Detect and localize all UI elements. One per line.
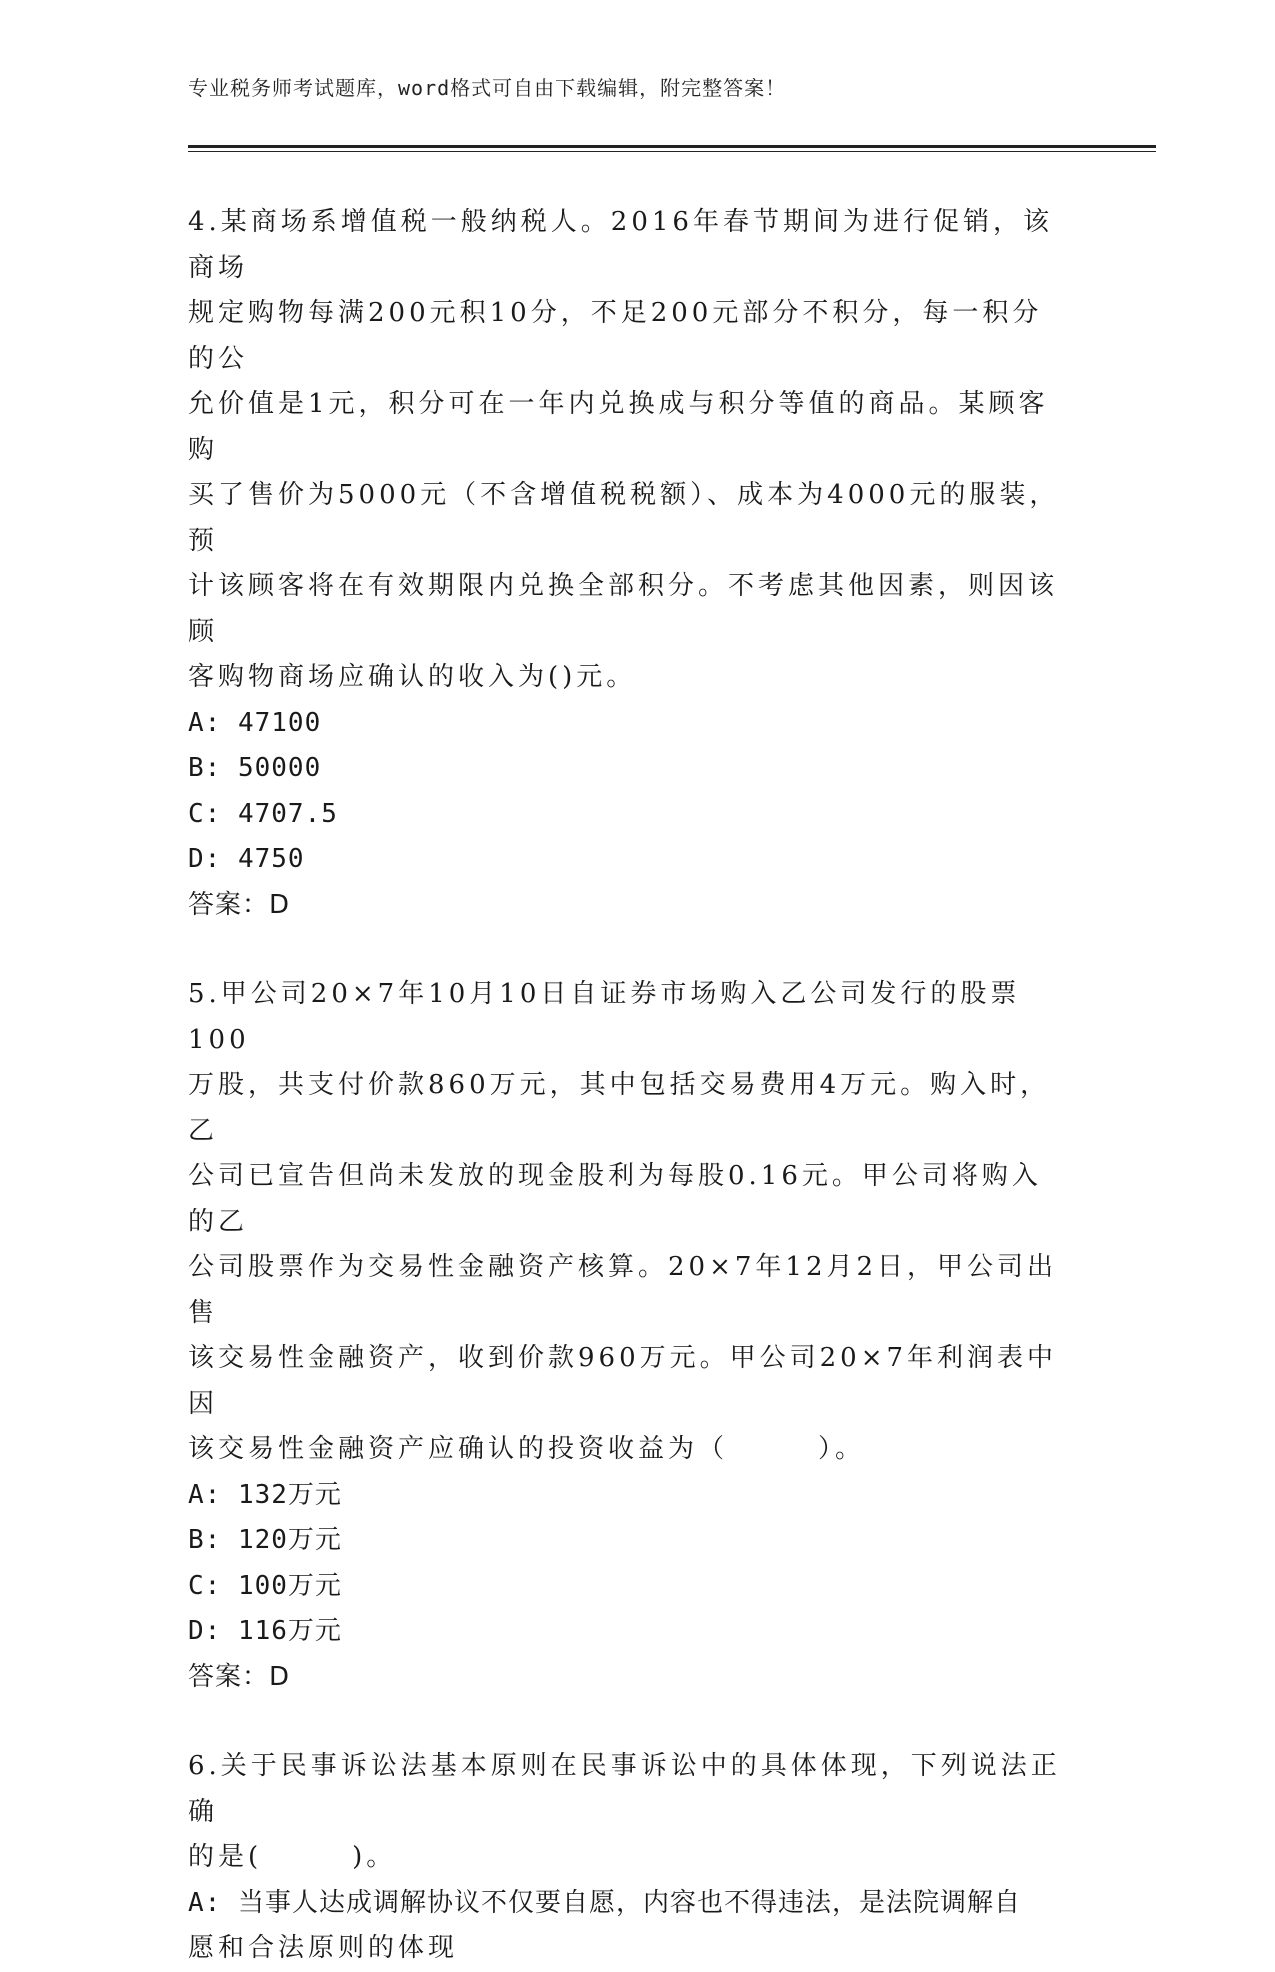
question-stem-line: 该交易性金融资产应确认的投资收益为（ ）。	[188, 1434, 866, 1464]
question-stem-line: 该交易性金融资产，收到价款960万元。甲公司20×7年利润表中因	[188, 1343, 1058, 1419]
question-spacer	[188, 1700, 1068, 1744]
option-a: A: 当事人达成调解协议不仅要自愿，内容也不得违法，是法院调解自	[188, 1887, 1021, 1918]
question-stem-line: 允价值是1元，积分可在一年内兑换成与积分等值的商品。某顾客购	[188, 389, 1049, 465]
question-5	[188, 972, 1068, 1700]
question-stem-line: 规定购物每满200元积10分，不足200元部分不积分，每一积分的公	[188, 298, 1043, 374]
question-list	[188, 200, 1068, 1972]
question-6	[188, 1744, 1068, 1972]
option-c: C: 100万元	[188, 1570, 342, 1601]
question-spacer	[188, 928, 1068, 972]
question-stem-line: 买了售价为5000元（不含增值税税额）、成本为4000元的服装，预	[188, 480, 1060, 556]
header-divider-thin	[188, 151, 1156, 152]
option-a: A: 132万元	[188, 1479, 342, 1510]
question-4	[188, 200, 1068, 928]
option-d: D: 116万元	[188, 1616, 342, 1646]
question-stem-line: 公司股票作为交易性金融资产核算。20×7年12月2日，甲公司出售	[188, 1252, 1058, 1328]
option-b: B: 50000	[188, 753, 322, 783]
page-header: 专业税务师考试题库，word格式可自由下载编辑，附完整答案！	[188, 76, 787, 100]
option-b: B: 120万元	[188, 1525, 342, 1555]
option-a-continuation: 愿和合法原则的体现	[188, 1933, 459, 1963]
question-stem-line: 客购物商场应确认的收入为()元。	[188, 662, 637, 692]
question-stem-line: 4.某商场系增值税一般纳税人。2016年春节期间为进行促销，该商场	[188, 207, 1053, 283]
question-stem-line: 6.关于民事诉讼法基本原则在民事诉讼中的具体体现，下列说法正确	[188, 1751, 1061, 1827]
question-stem-line: 计该顾客将在有效期限内兑换全部积分。不考虑其他因素，则因该顾	[188, 571, 1059, 647]
question-stem-line: 的是( )。	[188, 1842, 397, 1872]
option-c: C: 4707.5	[188, 798, 338, 829]
option-d: D: 4750	[188, 844, 305, 874]
header-divider	[188, 145, 1156, 148]
question-stem-line: 万股，共支付价款860万元，其中包括交易费用4万元。购入时，乙	[188, 1070, 1051, 1146]
question-stem-line: 5.甲公司20×7年10月10日自证券市场购入乙公司发行的股票100	[188, 979, 1021, 1055]
answer-line: 答案：D	[188, 889, 291, 920]
answer-line: 答案：D	[188, 1661, 291, 1692]
question-stem-line: 公司已宣告但尚未发放的现金股利为每股0.16元。甲公司将购入的乙	[188, 1161, 1042, 1237]
option-a: A: 47100	[188, 707, 322, 738]
